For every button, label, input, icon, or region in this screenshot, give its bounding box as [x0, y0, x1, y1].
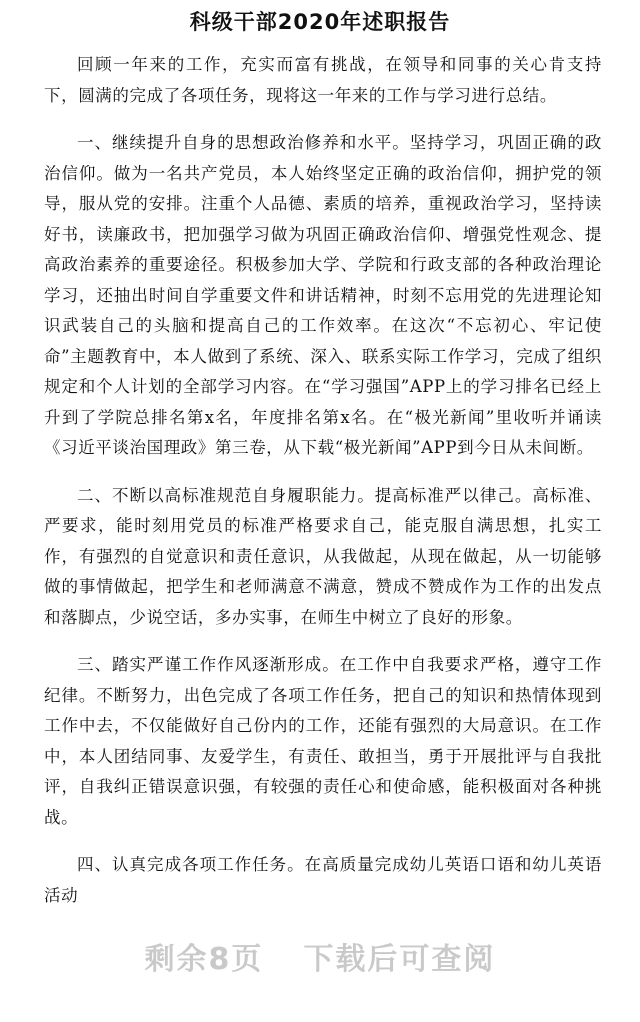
paragraph-section-1: 一、继续提升自身的思想政治修养和水平。坚持学习，巩固正确的政治信仰。做为一名共产党员，本人始终坚定正确的政治信仰，拥护党的领导，服从党的安排。注重个人品德、素质的培养，重视政治学习，坚持读好书，读廉政书，把加强学习做为巩固正确政治信仰、增强党性观念、提高政治素养的重要途径。积极参加大学、学院和行政支部的各种政治理论学习，还抽出时间自学重要文件和讲话精神，时刻不忘用党的先进理论知识武装自己的头脑和提高自己的工作效率。在这次“不忘初心、牢记使命”主题教育中，本人做到了系统、深入、联系实际工作学习，完成了组织规定和个人计划的全部学习内容。在“学习强国”APP上的学习排名已经上升到了学院总排名第x名，年度排名第x名。在“极光新闻”里收听并诵读《习近平谈治国理政》第三卷，从下载“极光新闻”APP到今日从未间断。 [44, 133, 602, 457]
document-title: 科级干部2020年述职报告 [189, 10, 451, 34]
paragraph-section-2: 二、不断以高标准规范自身履职能力。提高标准严以律己。高标准、严要求，能时刻用党员的标准严格要求自己，能克服自满思想，扎实工作，有强烈的自觉意识和责任意识，从我做起，从现在做起，从一切能够做的事情做起，把学生和老师满意不满意，赞成不赞成作为工作的出发点和落脚点，少说空话，多办实事，在师生中树立了良好的形象。 [44, 485, 602, 627]
document-body [44, 50, 602, 928]
download-banner[interactable] [0, 938, 640, 982]
remaining-pages-label: 剩余8页 [144, 942, 264, 977]
paragraph-section-4: 四、认真完成各项工作任务。在高质量完成幼儿英语口语和幼儿英语活动 [44, 855, 602, 905]
paragraph-intro: 回顾一年来的工作，充实而富有挑战，在领导和同事的关心肯支持下，圆满的完成了各项任务，现将这一年来的工作与学习进行总结。 [44, 55, 602, 105]
download-prompt-link[interactable]: 下载后可查阅 [303, 942, 496, 977]
paragraph-section-3: 三、踏实严谨工作作风逐渐形成。在工作中自我要求严格，遵守工作纪律。不断努力，出色完成了各项工作任务，把自己的知识和热情体现到工作中去，不仅能做好自己份内的工作，还能有强烈的大局意识。在工作中，本人团结同事、友爱学生，有责任、敢担当，勇于开展批评与自我批评，自我纠正错误意识强，有较强的责任心和使命感，能积极面对各种挑战。 [44, 655, 602, 827]
